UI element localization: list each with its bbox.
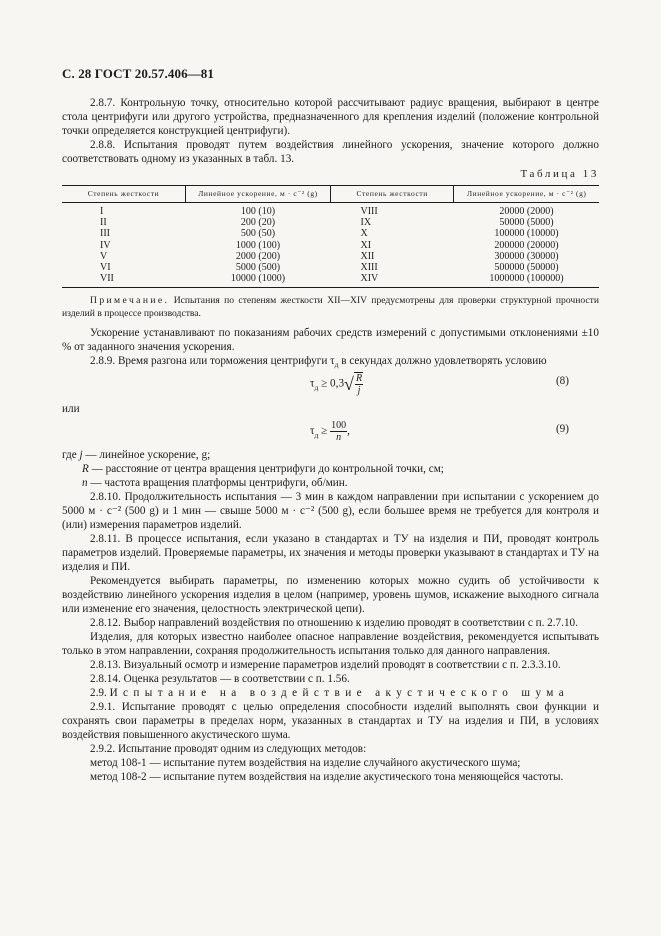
table-row bbox=[62, 240, 599, 251]
f9-denominator: n bbox=[336, 432, 342, 444]
f9-lhs: τ bbox=[310, 425, 315, 438]
formula-8-number: (8) bbox=[555, 375, 569, 388]
f8-fraction bbox=[355, 373, 363, 396]
cell-accel-left: 10000 (1000) bbox=[230, 273, 286, 285]
f9-rel: ≥ bbox=[321, 425, 328, 438]
cell-accel-right: 1000000 (100000) bbox=[489, 273, 564, 285]
cell-degree-right: VIII bbox=[360, 206, 378, 217]
table-row bbox=[62, 228, 599, 239]
f8-lhs-sub: д bbox=[314, 383, 319, 393]
cell-degree-left: IV bbox=[100, 239, 111, 251]
cell-degree-right: XIV bbox=[360, 273, 379, 285]
or-word: или bbox=[62, 403, 80, 416]
paragraph-2-9-2: 2.9.2. Испытание проводят одним из следующих методов: bbox=[90, 743, 367, 756]
cell-degree-left: V bbox=[100, 250, 108, 262]
cell-accel-right: 20000 (2000) bbox=[499, 206, 554, 217]
formula-9 bbox=[62, 416, 599, 448]
cell-accel-left: 100 (10) bbox=[240, 206, 276, 217]
table-row bbox=[62, 217, 599, 228]
header-degree-right: Степень жесткости bbox=[330, 186, 454, 203]
note-text: Испытания по степеням жесткости XII—XIV предусмотрены для проверки структурной прочности изделий в процессе производства. bbox=[62, 295, 599, 320]
legend-j bbox=[62, 448, 599, 462]
legend-n bbox=[62, 476, 599, 490]
legend-n-symbol: n bbox=[82, 477, 88, 490]
cell-degree-right: XIII bbox=[360, 262, 378, 274]
cell-accel-left: 2000 (200) bbox=[235, 250, 281, 262]
section-2-9-heading bbox=[62, 686, 599, 700]
table-row bbox=[62, 203, 599, 218]
cell-accel-right: 100000 (10000) bbox=[494, 228, 559, 240]
cell-degree-right: X bbox=[360, 228, 368, 240]
table-body bbox=[62, 203, 599, 288]
cell-degree-right: XI bbox=[360, 239, 372, 251]
p289-text-after: в секундах должно удовлетворять условию bbox=[338, 355, 547, 368]
paragraph-acceleration: Ускорение устанавливают по показаниям рабочих средств измерений с допустимыми отклонениями ±10 % от заданного значения ускорения. bbox=[62, 327, 599, 354]
cell-accel-left: 1000 (100) bbox=[235, 239, 281, 251]
f9-fraction bbox=[330, 420, 347, 443]
cell-degree-left: VII bbox=[100, 273, 114, 285]
f8-sqrt bbox=[354, 372, 363, 396]
cell-accel-left: 200 (20) bbox=[240, 217, 276, 229]
note-label: Примечание. bbox=[90, 295, 170, 307]
f8-numerator: R bbox=[355, 373, 363, 385]
table-caption: Таблица 13 bbox=[520, 168, 599, 180]
cell-degree-left: I bbox=[100, 206, 104, 217]
legend-where: где bbox=[62, 449, 77, 462]
paragraph-2-9-1: 2.9.1. Испытание проводят с целью определения способности изделий выполнять свои функции и сохранять свои параметры в пределах норм, указанных в стандартах и ТУ на изделия и ПИ, в условиях воздействия повышенного акустического шума. bbox=[62, 701, 599, 742]
f8-rel: ≥ 0,3 bbox=[321, 378, 345, 390]
cell-accel-left: 500 (50) bbox=[240, 228, 276, 240]
paragraph-2-8-14: 2.8.14. Оценка результатов — в соответствии с п. 1.56. bbox=[90, 673, 350, 686]
header-degree-left: Степень жесткости bbox=[62, 186, 186, 203]
cell-accel-left: 5000 (500) bbox=[235, 262, 281, 274]
cell-degree-left: II bbox=[100, 217, 107, 229]
paragraph-2-8-10: 2.8.10. Продолжительность испытания — 3 мин в каждом направлении при испытании с ускорением до 5000 м · с⁻² (500 g) и 1 мин — свыше 5000 м · с⁻² (500 g), если большее время не требуется для контроля и (или) измерения параметров изделий. bbox=[62, 491, 599, 532]
method-108-1: метод 108-1 — испытание путем воздействия на изделие случайного акустического шума; bbox=[90, 757, 521, 770]
cell-degree-right: XII bbox=[360, 250, 375, 262]
legend-r-text: — расстояние от центра вращения центрифуги до контрольной точки, см; bbox=[88, 463, 444, 476]
table-row bbox=[62, 273, 599, 288]
cell-degree-left: III bbox=[100, 228, 110, 240]
table-row bbox=[62, 251, 599, 262]
method-108-2: метод 108-2 — испытание путем воздействия на изделие акустического тона меняющейся частоты. bbox=[90, 771, 564, 784]
p289-sub: д bbox=[334, 360, 339, 370]
legend-n-text: — частота вращения платформы центрифуги, об/мин. bbox=[87, 477, 348, 490]
table-row bbox=[62, 262, 599, 273]
f8-lhs: τ bbox=[310, 378, 315, 390]
cell-degree-left: VI bbox=[100, 262, 111, 274]
cell-accel-right: 50000 (5000) bbox=[499, 217, 554, 229]
f9-lhs-sub: д bbox=[314, 430, 319, 440]
f9-tail: , bbox=[347, 425, 350, 438]
page-body bbox=[62, 96, 599, 784]
header-accel-left: Линейное ускорение, м · с⁻² (g) bbox=[186, 186, 331, 203]
legend-j-text: — линейное ускорение, g; bbox=[82, 449, 211, 462]
paragraph-2-8-13: 2.8.13. Визуальный осмотр и измерение параметров изделий проводят в соответствии с п. 2.3.3.10. bbox=[90, 659, 561, 672]
legend-r-symbol: R bbox=[82, 463, 89, 476]
p289-text: 2.8.9. Время разгона или торможения центрифуги τ bbox=[90, 355, 335, 368]
table-13 bbox=[62, 185, 599, 288]
paragraph-direction: Изделия, для которых известно наиболее опасное направление воздействия, рекомендуется испытывать только в этом направлении, сохраняя продолжительность испытания только для данного направления. bbox=[62, 631, 599, 658]
header-accel-right: Линейное ускорение, м · с⁻² (g) bbox=[454, 186, 599, 203]
page-header: С. 28 ГОСТ 20.57.406—81 bbox=[62, 66, 214, 81]
f9-numerator: 100 bbox=[331, 420, 347, 432]
cell-accel-right: 300000 (30000) bbox=[494, 250, 559, 262]
section-2-9-number: 2.9. bbox=[90, 687, 107, 700]
paragraph-2-8-8: 2.8.8. Испытания проводят путем воздействия линейного ускорения, значение которого должно соответствовать одному из указанных в табл. 13. bbox=[62, 139, 599, 165]
section-2-9-title: Испытание на воздействие акустического шума bbox=[109, 687, 570, 700]
formula-8 bbox=[62, 368, 599, 402]
paragraph-2-8-12: 2.8.12. Выбор направлений воздействия по отношению к изделию проводят в соответствии с п. 2.7.10. bbox=[90, 617, 578, 630]
legend-r bbox=[62, 462, 599, 476]
formula-9-number: (9) bbox=[555, 423, 569, 436]
paragraph-recommend: Рекомендуется выбирать параметры, по изменению которых можно судить об устойчивости к воздействию линейного ускорения изделия в целом (например, уровень шумов, искажение выходного сигнала или изменение его значения, целостность электрической цепи). bbox=[62, 575, 599, 616]
sqrt-sign: √ bbox=[344, 374, 354, 395]
paragraph-2-8-7: 2.8.7. Контрольную точку, относительно которой рассчитывают радиус вращения, выбирают в центре стола центрифуги или другого устройства, предназначенного для крепления изделий (положение контрольной точки определяется конструкцией центрифуги). bbox=[62, 97, 599, 137]
f8-denominator: j bbox=[357, 385, 361, 397]
cell-degree-right: IX bbox=[360, 217, 372, 229]
paragraph-2-8-11: 2.8.11. В процессе испытания, если указано в стандартах и ТУ на изделия и ПИ, проводят контроль параметров изделий. Проверяемые параметры, их значения и методы проверки указывают в стандартах и ТУ на изделия и ПИ. bbox=[62, 533, 599, 574]
legend-j-symbol: j bbox=[79, 449, 83, 462]
paragraph-2-8-9 bbox=[62, 354, 599, 368]
cell-accel-right: 500000 (50000) bbox=[494, 262, 559, 274]
cell-accel-right: 200000 (20000) bbox=[494, 239, 559, 251]
table-note bbox=[62, 294, 599, 320]
